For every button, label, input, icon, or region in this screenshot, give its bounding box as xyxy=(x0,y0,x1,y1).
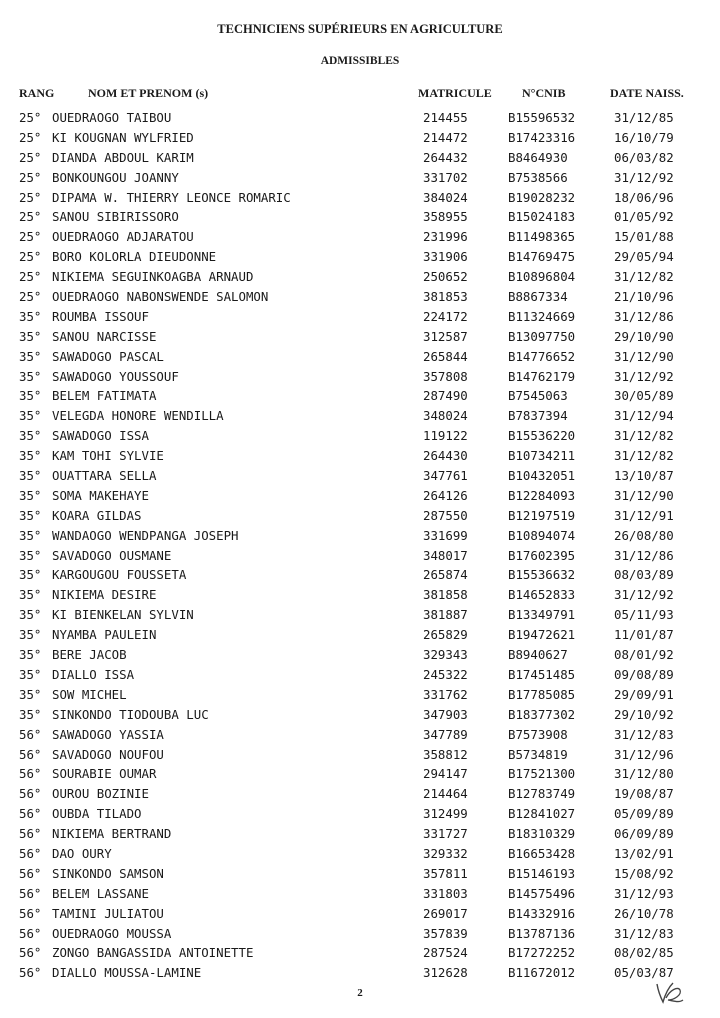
birthdate-cell: 31/12/83 xyxy=(614,726,674,742)
birthdate-cell: 13/02/91 xyxy=(614,845,674,861)
page-number: 2 xyxy=(357,987,363,999)
cnib-cell: B15536632 xyxy=(508,567,576,583)
table-row xyxy=(0,605,720,625)
cnib-cell: B12284093 xyxy=(508,487,576,503)
matricule-cell: 231996 xyxy=(423,229,468,245)
matricule-cell: 358955 xyxy=(423,209,468,225)
matricule-cell: 245322 xyxy=(423,666,468,682)
table-row xyxy=(0,804,720,824)
matricule-cell: 381853 xyxy=(423,289,468,305)
table-row xyxy=(0,904,720,924)
table-row xyxy=(0,645,720,665)
birthdate-cell: 18/06/96 xyxy=(614,189,674,205)
cnib-cell: B11498365 xyxy=(508,229,576,245)
matricule-cell: 348024 xyxy=(423,408,468,424)
rank-cell: 25° xyxy=(19,249,42,265)
rank-cell: 56° xyxy=(19,865,42,881)
cnib-cell: B10734211 xyxy=(508,448,576,464)
name-cell: SAWADOGO ISSA xyxy=(52,428,149,444)
birthdate-cell: 31/12/90 xyxy=(614,348,674,364)
matricule-cell: 357808 xyxy=(423,368,468,384)
birthdate-cell: 31/12/94 xyxy=(614,408,674,424)
birthdate-cell: 31/12/82 xyxy=(614,428,674,444)
table-row xyxy=(0,128,720,148)
matricule-cell: 287550 xyxy=(423,507,468,523)
table-row xyxy=(0,426,720,446)
birthdate-cell: 30/05/89 xyxy=(614,388,674,404)
name-cell: SOW MICHEL xyxy=(52,686,127,702)
cnib-cell: B18377302 xyxy=(508,706,576,722)
name-cell: SAWADOGO YOUSSOUF xyxy=(52,368,179,384)
birthdate-cell: 05/11/93 xyxy=(614,607,674,623)
name-cell: SAVADOGO OUSMANE xyxy=(52,547,172,563)
table-row xyxy=(0,725,720,745)
table-row xyxy=(0,108,720,128)
matricule-cell: 348017 xyxy=(423,547,468,563)
birthdate-cell: 31/12/90 xyxy=(614,487,674,503)
name-cell: ZONGO BANGASSIDA ANTOINETTE xyxy=(52,945,254,961)
cnib-cell: B15146193 xyxy=(508,865,576,881)
rank-cell: 56° xyxy=(19,945,42,961)
table-row xyxy=(0,247,720,267)
cnib-cell: B13787136 xyxy=(508,925,576,941)
rank-cell: 56° xyxy=(19,925,42,941)
rank-cell: 56° xyxy=(19,965,42,981)
cnib-cell: B10432051 xyxy=(508,468,576,484)
table-row xyxy=(0,526,720,546)
cnib-cell: B14575496 xyxy=(508,885,576,901)
matricule-cell: 381887 xyxy=(423,607,468,623)
matricule-cell: 214464 xyxy=(423,786,468,802)
cnib-cell: B8464930 xyxy=(508,149,568,165)
birthdate-cell: 29/05/94 xyxy=(614,249,674,265)
name-cell: NIKIEMA SEGUINKOAGBA ARNAUD xyxy=(52,269,254,285)
table-row xyxy=(0,347,720,367)
table-row xyxy=(0,367,720,387)
header-date: DATE NAISS. xyxy=(610,86,684,100)
table-row xyxy=(0,625,720,645)
cnib-cell: B17521300 xyxy=(508,766,576,782)
table-row xyxy=(0,705,720,725)
table-row xyxy=(0,486,720,506)
rank-cell: 56° xyxy=(19,885,42,901)
cnib-cell: B14762179 xyxy=(508,368,576,384)
matricule-cell: 312587 xyxy=(423,328,468,344)
birthdate-cell: 29/10/90 xyxy=(614,328,674,344)
matricule-cell: 264432 xyxy=(423,149,468,165)
table-row xyxy=(0,466,720,486)
cnib-cell: B13349791 xyxy=(508,607,576,623)
name-cell: DIALLO MOUSSA-LAMINE xyxy=(52,965,202,981)
name-cell: OUEDRAOGO ADJARATOU xyxy=(52,229,194,245)
rank-cell: 35° xyxy=(19,507,42,523)
cnib-cell: B8940627 xyxy=(508,647,568,663)
cnib-cell: B17602395 xyxy=(508,547,576,563)
name-cell: DAO OURY xyxy=(52,845,112,861)
rank-cell: 25° xyxy=(19,149,42,165)
table-row xyxy=(0,585,720,605)
name-cell: BELEM LASSANE xyxy=(52,885,149,901)
name-cell: SINKONDO TIODOUBA LUC xyxy=(52,706,209,722)
name-cell: SINKONDO SAMSON xyxy=(52,865,164,881)
matricule-cell: 381858 xyxy=(423,587,468,603)
name-cell: WANDAOGO WENDPANGA JOSEPH xyxy=(52,527,239,543)
name-cell: TAMINI JULIATOU xyxy=(52,905,164,921)
matricule-cell: 224172 xyxy=(423,308,468,324)
matricule-cell: 312628 xyxy=(423,965,468,981)
birthdate-cell: 31/12/92 xyxy=(614,368,674,384)
cnib-cell: B12783749 xyxy=(508,786,576,802)
name-cell: NYAMBA PAULEIN xyxy=(52,627,157,643)
birthdate-cell: 06/09/89 xyxy=(614,826,674,842)
name-cell: SANOU NARCISSE xyxy=(52,328,157,344)
rank-cell: 35° xyxy=(19,647,42,663)
rank-cell: 25° xyxy=(19,169,42,185)
cnib-cell: B7538566 xyxy=(508,169,568,185)
matricule-cell: 265874 xyxy=(423,567,468,583)
birthdate-cell: 08/02/85 xyxy=(614,945,674,961)
birthdate-cell: 11/01/87 xyxy=(614,627,674,643)
table-row xyxy=(0,824,720,844)
birthdate-cell: 31/12/91 xyxy=(614,507,674,523)
matricule-cell: 384024 xyxy=(423,189,468,205)
matricule-cell: 331906 xyxy=(423,249,468,265)
birthdate-cell: 31/12/93 xyxy=(614,885,674,901)
table-row xyxy=(0,168,720,188)
name-cell: DIPAMA W. THIERRY LEONCE ROMARIC xyxy=(52,189,291,205)
cnib-cell: B15536220 xyxy=(508,428,576,444)
cnib-cell: B17451485 xyxy=(508,666,576,682)
birthdate-cell: 31/12/96 xyxy=(614,746,674,762)
name-cell: SANOU SIBIRISSORO xyxy=(52,209,179,225)
matricule-cell: 347789 xyxy=(423,726,468,742)
rank-cell: 56° xyxy=(19,905,42,921)
matricule-cell: 331702 xyxy=(423,169,468,185)
rank-cell: 35° xyxy=(19,607,42,623)
birthdate-cell: 15/08/92 xyxy=(614,865,674,881)
name-cell: BELEM FATIMATA xyxy=(52,388,157,404)
table-row xyxy=(0,745,720,765)
cnib-cell: B7837394 xyxy=(508,408,568,424)
birthdate-cell: 31/12/82 xyxy=(614,269,674,285)
table-row xyxy=(0,287,720,307)
table-row xyxy=(0,864,720,884)
rank-cell: 25° xyxy=(19,289,42,305)
rank-cell: 35° xyxy=(19,527,42,543)
header-name: NOM ET PRENOM (s) xyxy=(88,86,209,100)
cnib-cell: B8867334 xyxy=(508,289,568,305)
matricule-cell: 357811 xyxy=(423,865,468,881)
rank-cell: 35° xyxy=(19,468,42,484)
cnib-cell: B14332916 xyxy=(508,905,576,921)
table-row xyxy=(0,188,720,208)
table-row xyxy=(0,924,720,944)
cnib-cell: B17423316 xyxy=(508,129,576,145)
header-matricule: MATRICULE xyxy=(418,86,492,100)
document-subtitle: ADMISSIBLES xyxy=(320,55,400,67)
birthdate-cell: 31/12/80 xyxy=(614,766,674,782)
name-cell: SAVADOGO NOUFOU xyxy=(52,746,164,762)
birthdate-cell: 31/12/82 xyxy=(614,448,674,464)
birthdate-cell: 31/12/86 xyxy=(614,547,674,563)
cnib-cell: B14776652 xyxy=(508,348,576,364)
cnib-cell: B14652833 xyxy=(508,587,576,603)
birthdate-cell: 19/08/87 xyxy=(614,786,674,802)
matricule-cell: 214455 xyxy=(423,110,468,125)
cnib-cell: B11324669 xyxy=(508,308,576,324)
name-cell: KI BIENKELAN SYLVIN xyxy=(52,607,194,623)
table-row xyxy=(0,386,720,406)
rank-cell: 25° xyxy=(19,129,42,145)
birthdate-cell: 21/10/96 xyxy=(614,289,674,305)
matricule-cell: 214472 xyxy=(423,129,468,145)
matricule-cell: 265844 xyxy=(423,348,468,364)
rank-cell: 25° xyxy=(19,110,42,125)
matricule-cell: 265829 xyxy=(423,627,468,643)
cnib-cell: B17272252 xyxy=(508,945,576,961)
birthdate-cell: 31/12/92 xyxy=(614,587,674,603)
matricule-cell: 331699 xyxy=(423,527,468,543)
cnib-cell: B5734819 xyxy=(508,746,568,762)
cnib-cell: B12197519 xyxy=(508,507,576,523)
cnib-cell: B18310329 xyxy=(508,826,576,842)
rank-cell: 25° xyxy=(19,209,42,225)
rank-cell: 35° xyxy=(19,547,42,563)
name-cell: OUEDRAOGO NABONSWENDE SALOMON xyxy=(52,289,269,305)
name-cell: SOURABIE OUMAR xyxy=(52,766,157,782)
rank-cell: 35° xyxy=(19,348,42,364)
table-row xyxy=(0,764,720,784)
birthdate-cell: 31/12/92 xyxy=(614,169,674,185)
table-row xyxy=(0,307,720,327)
birthdate-cell: 08/01/92 xyxy=(614,647,674,663)
cnib-cell: B19472621 xyxy=(508,627,576,643)
matricule-cell: 250652 xyxy=(423,269,468,285)
table-row xyxy=(0,963,720,983)
table-row xyxy=(0,207,720,227)
birthdate-cell: 01/05/92 xyxy=(614,209,674,225)
rank-cell: 56° xyxy=(19,806,42,822)
rank-cell: 35° xyxy=(19,706,42,722)
name-cell: ROUMBA ISSOUF xyxy=(52,308,149,324)
table-row xyxy=(0,327,720,347)
rank-cell: 35° xyxy=(19,408,42,424)
matricule-cell: 357839 xyxy=(423,925,468,941)
rank-cell: 25° xyxy=(19,229,42,245)
table-row xyxy=(0,884,720,904)
table-row xyxy=(0,446,720,466)
table-row xyxy=(0,844,720,864)
birthdate-cell: 09/08/89 xyxy=(614,666,674,682)
rank-cell: 56° xyxy=(19,826,42,842)
matricule-cell: 331803 xyxy=(423,885,468,901)
birthdate-cell: 31/12/85 xyxy=(614,110,674,125)
name-cell: SAWADOGO PASCAL xyxy=(52,348,164,364)
name-cell: OUEDRAOGO TAIBOU xyxy=(52,110,172,125)
table-row xyxy=(0,506,720,526)
name-cell: DIALLO ISSA xyxy=(52,666,135,682)
cnib-cell: B11672012 xyxy=(508,965,576,981)
rank-cell: 25° xyxy=(19,189,42,205)
matricule-cell: 331762 xyxy=(423,686,468,702)
rank-cell: 56° xyxy=(19,746,42,762)
rank-cell: 35° xyxy=(19,308,42,324)
matricule-cell: 329343 xyxy=(423,647,468,663)
rank-cell: 35° xyxy=(19,487,42,503)
rank-cell: 35° xyxy=(19,388,42,404)
name-cell: OUROU BOZINIE xyxy=(52,786,149,802)
table-row xyxy=(0,267,720,287)
rank-cell: 56° xyxy=(19,726,42,742)
table-row xyxy=(0,227,720,247)
name-cell: OUATTARA SELLA xyxy=(52,468,157,484)
matricule-cell: 312499 xyxy=(423,806,468,822)
document-title: TECHNICIENS SUPÉRIEURS EN AGRICULTURE xyxy=(217,22,503,36)
matricule-cell: 294147 xyxy=(423,766,468,782)
birthdate-cell: 26/10/78 xyxy=(614,905,674,921)
header-cnib: N°CNIB xyxy=(522,86,566,100)
cnib-cell: B15024183 xyxy=(508,209,576,225)
cnib-cell: B10894074 xyxy=(508,527,576,543)
birthdate-cell: 31/12/86 xyxy=(614,308,674,324)
name-cell: KOARA GILDAS xyxy=(52,507,142,523)
matricule-cell: 347761 xyxy=(423,468,468,484)
cnib-cell: B10896804 xyxy=(508,269,576,285)
cnib-cell: B15596532 xyxy=(508,110,576,125)
cnib-cell: B12841027 xyxy=(508,806,576,822)
name-cell: KAM TOHI SYLVIE xyxy=(52,448,164,464)
table-row xyxy=(0,565,720,585)
birthdate-cell: 15/01/88 xyxy=(614,229,674,245)
name-cell: OUBDA TILADO xyxy=(52,806,142,822)
name-cell: BORO KOLORLA DIEUDONNE xyxy=(52,249,217,265)
table-row xyxy=(0,784,720,804)
table-row xyxy=(0,406,720,426)
matricule-cell: 358812 xyxy=(423,746,468,762)
rank-cell: 35° xyxy=(19,567,42,583)
name-cell: BERE JACOB xyxy=(52,647,127,663)
cnib-cell: B7573908 xyxy=(508,726,568,742)
name-cell: SOMA MAKEHAYE xyxy=(52,487,149,503)
admissibles-table xyxy=(0,108,720,983)
birthdate-cell: 16/10/79 xyxy=(614,129,674,145)
table-row xyxy=(0,148,720,168)
rank-cell: 35° xyxy=(19,587,42,603)
cnib-cell: B16653428 xyxy=(508,845,576,861)
birthdate-cell: 05/09/89 xyxy=(614,806,674,822)
table-row xyxy=(0,685,720,705)
cnib-cell: B7545063 xyxy=(508,388,568,404)
rank-cell: 35° xyxy=(19,428,42,444)
cnib-cell: B14769475 xyxy=(508,249,576,265)
birthdate-cell: 13/10/87 xyxy=(614,468,674,484)
matricule-cell: 347903 xyxy=(423,706,468,722)
matricule-cell: 287490 xyxy=(423,388,468,404)
matricule-cell: 264126 xyxy=(423,487,468,503)
matricule-cell: 331727 xyxy=(423,826,468,842)
rank-cell: 25° xyxy=(19,269,42,285)
matricule-cell: 264430 xyxy=(423,448,468,464)
rank-cell: 35° xyxy=(19,328,42,344)
name-cell: KI KOUGNAN WYLFRIED xyxy=(52,129,194,145)
name-cell: SAWADOGO YASSIA xyxy=(52,726,164,742)
name-cell: NIKIEMA DESIRE xyxy=(52,587,157,603)
rank-cell: 35° xyxy=(19,627,42,643)
rank-cell: 35° xyxy=(19,666,42,682)
birthdate-cell: 05/03/87 xyxy=(614,965,674,981)
matricule-cell: 329332 xyxy=(423,845,468,861)
birthdate-cell: 31/12/83 xyxy=(614,925,674,941)
table-row xyxy=(0,665,720,685)
name-cell: DIANDA ABDOUL KARIM xyxy=(52,149,194,165)
rank-cell: 35° xyxy=(19,686,42,702)
rank-cell: 56° xyxy=(19,786,42,802)
birthdate-cell: 08/03/89 xyxy=(614,567,674,583)
cnib-cell: B17785085 xyxy=(508,686,576,702)
header-rang: RANG xyxy=(19,86,55,100)
table-row xyxy=(0,943,720,963)
matricule-cell: 119122 xyxy=(423,428,468,444)
birthdate-cell: 29/10/92 xyxy=(614,706,674,722)
name-cell: NIKIEMA BERTRAND xyxy=(52,826,172,842)
matricule-cell: 287524 xyxy=(423,945,468,961)
handwritten-initials-icon xyxy=(652,978,686,1013)
birthdate-cell: 29/09/91 xyxy=(614,686,674,702)
name-cell: OUEDRAOGO MOUSSA xyxy=(52,925,172,941)
table-row xyxy=(0,546,720,566)
rank-cell: 56° xyxy=(19,845,42,861)
cnib-cell: B13097750 xyxy=(508,328,576,344)
rank-cell: 56° xyxy=(19,766,42,782)
birthdate-cell: 26/08/80 xyxy=(614,527,674,543)
name-cell: KARGOUGOU FOUSSETA xyxy=(52,567,187,583)
cnib-cell: B19028232 xyxy=(508,189,576,205)
name-cell: BONKOUNGOU JOANNY xyxy=(52,169,179,185)
matricule-cell: 269017 xyxy=(423,905,468,921)
rank-cell: 35° xyxy=(19,448,42,464)
birthdate-cell: 06/03/82 xyxy=(614,149,674,165)
rank-cell: 35° xyxy=(19,368,42,384)
name-cell: VELEGDA HONORE WENDILLA xyxy=(52,408,224,424)
